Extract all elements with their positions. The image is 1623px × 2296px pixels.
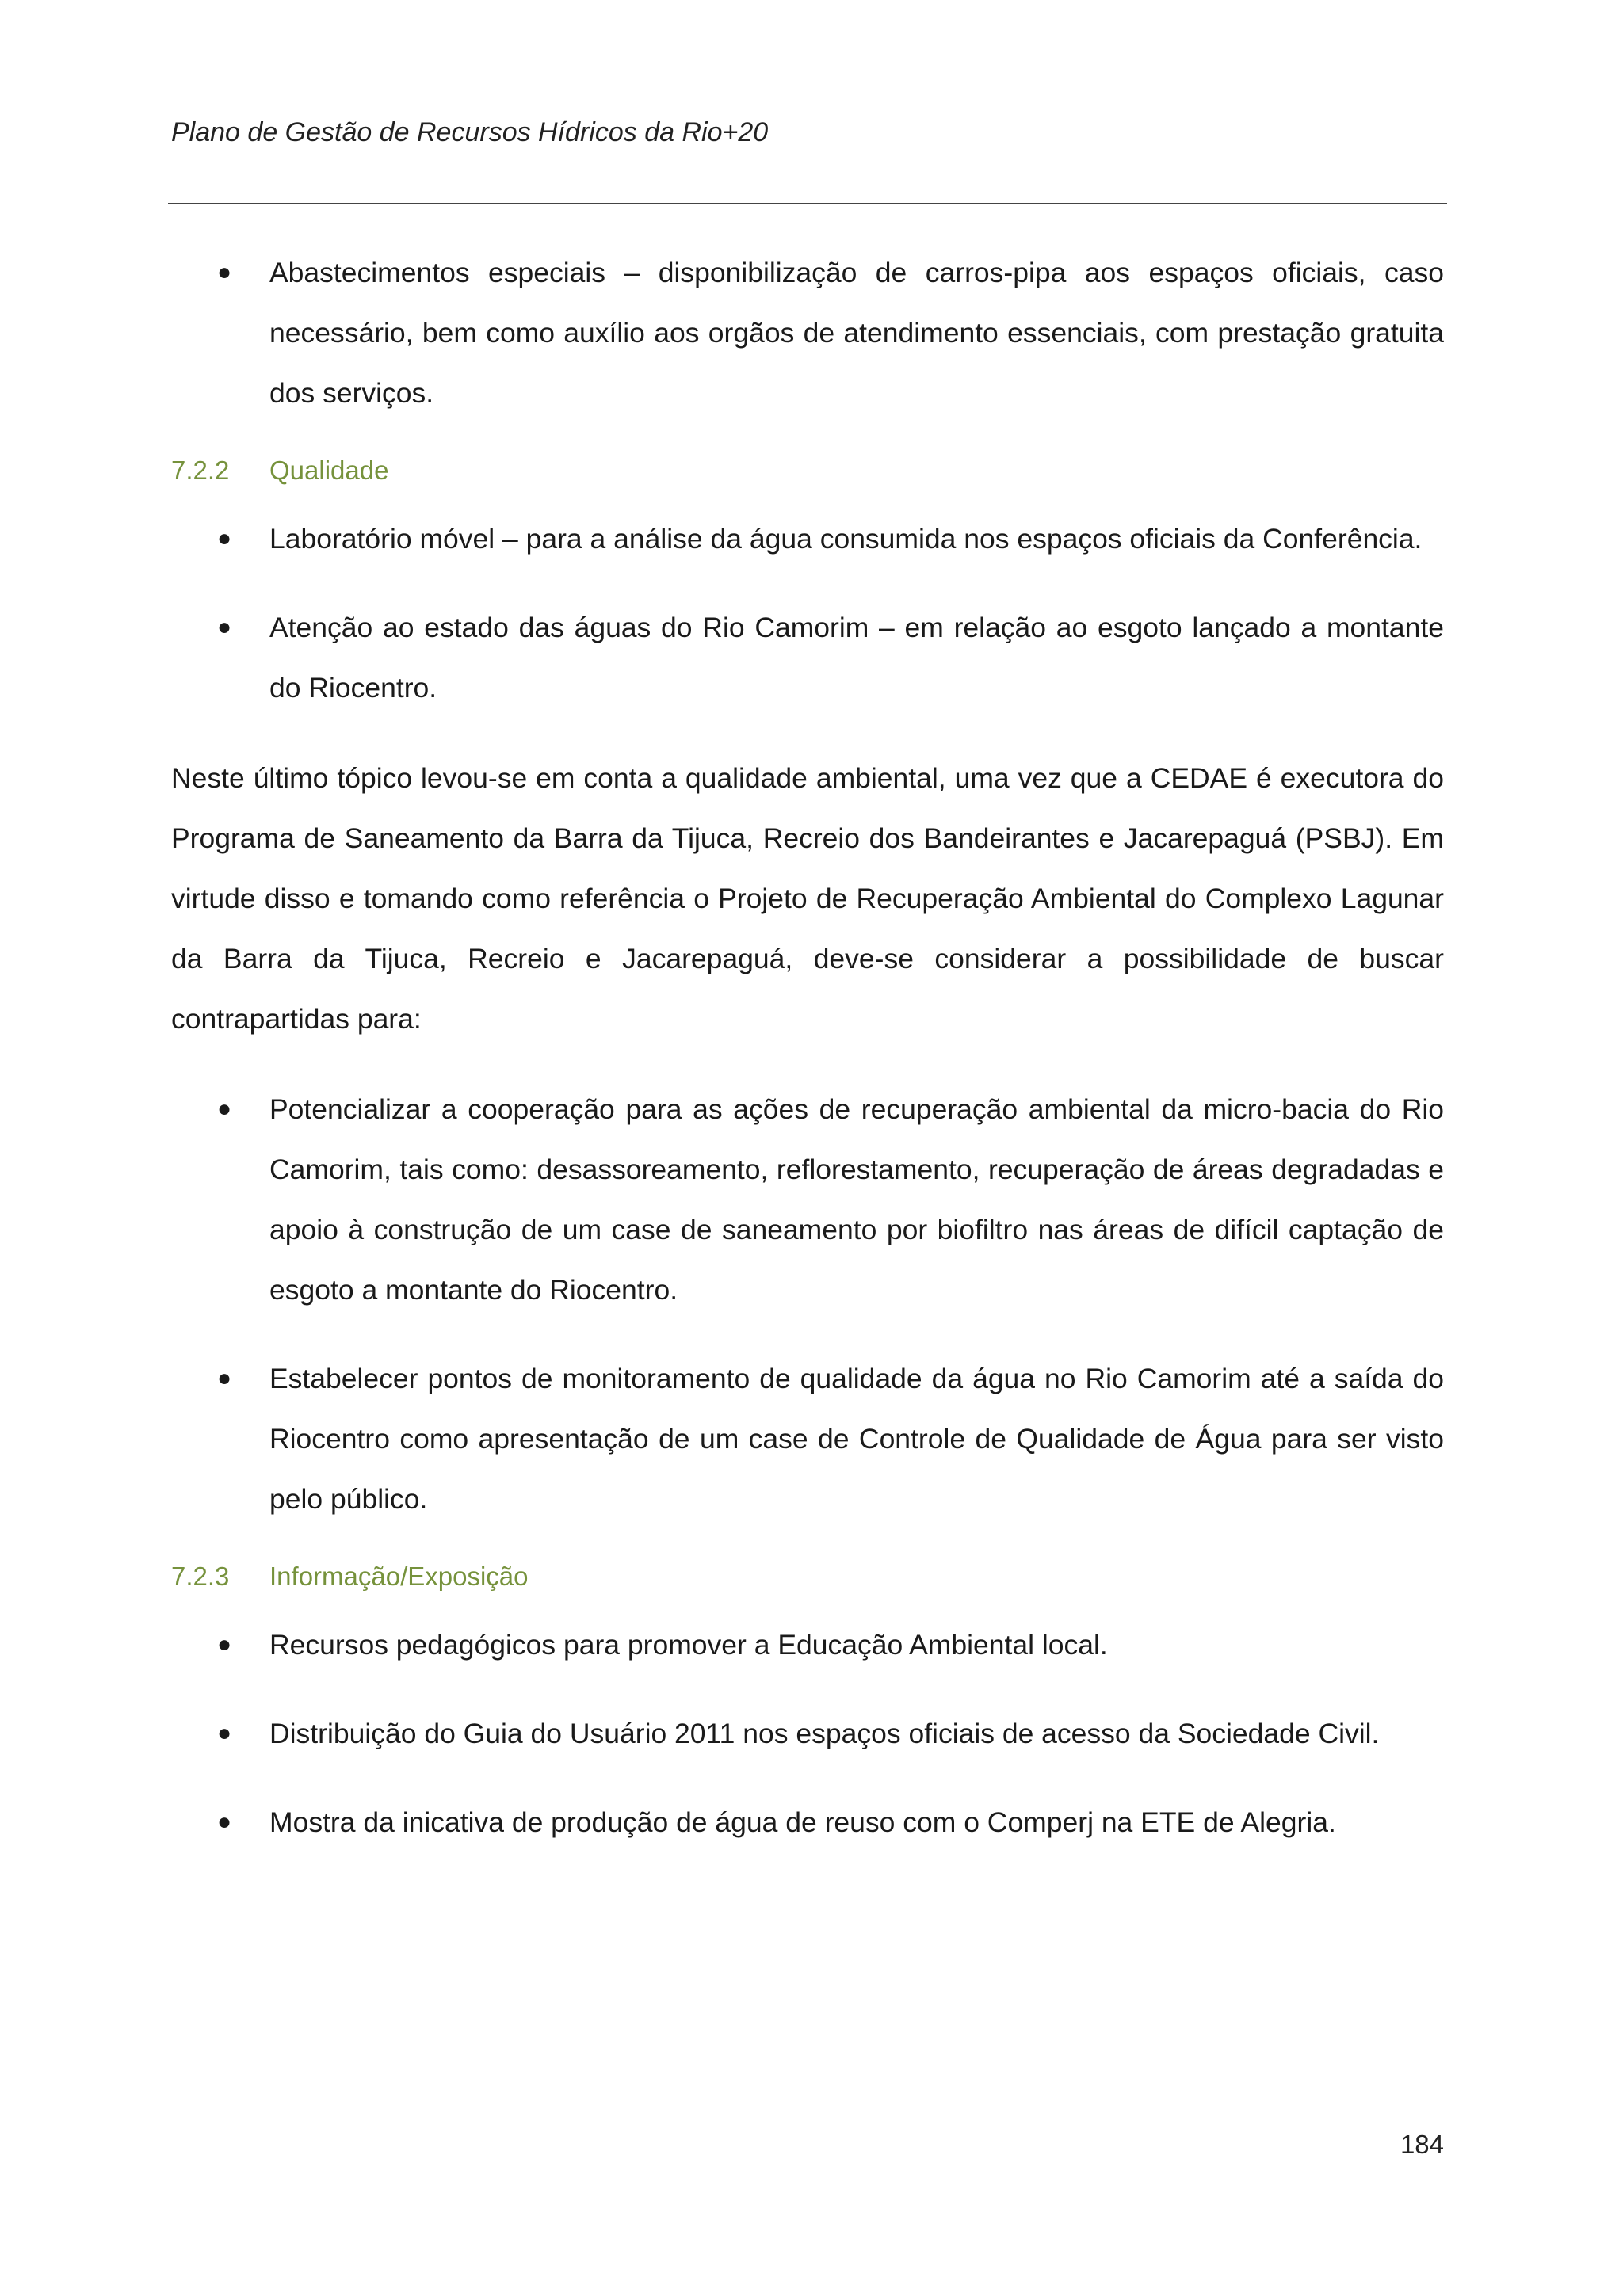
bullet-icon: ● (217, 614, 232, 640)
bullet-icon: ● (217, 1631, 232, 1657)
list-item (171, 1079, 1444, 1320)
list-item (171, 509, 1444, 569)
bullet-icon: ● (217, 1809, 232, 1835)
body-paragraph: Neste último tópico levou-se em conta a qualidade ambiental, uma vez que a CEDAE é executora do Programa de Saneamento da Barra da Tijuca, Recreio dos Bandeirantes e Jacarepaguá (PSBJ). Em virtude disso e tomando como referência o Projeto de Recuperação Ambiental do Complexo Lagunar da Barra da Tijuca, Recreio e Jacarepaguá, deve-se considerar a possibilidade de buscar contrapartidas para: (171, 762, 1444, 1035)
list-item-text: Potencializar a cooperação para as ações de recuperação ambiental da micro-bacia do Rio Camorim, tais como: desassoreamento, reflorestamento, recuperação de áreas degradadas e apoio à construção de um case de saneamento por biofiltro nas áreas de difícil captação de esgoto a montante do Riocentro. (269, 1093, 1444, 1306)
section-title: Qualidade (269, 456, 389, 485)
bullet-icon: ● (217, 1365, 232, 1391)
bullet-icon: ● (217, 259, 232, 285)
page-body (171, 242, 1444, 1852)
list-item-text: Abastecimentos especiais – disponibilização de carros-pipa aos espaços oficiais, caso necessário, bem como auxílio aos orgãos de atendimento essenciais, com prestação gratuita dos serviços. (269, 257, 1444, 409)
counterpart-bullet-list (171, 1079, 1444, 1529)
list-item-text: Estabelecer pontos de monitoramento de qualidade da água no Rio Camorim até a saída do Riocentro como apresentação de um case de Controle de Qualidade de Água para ser visto pelo público. (269, 1363, 1444, 1515)
bullet-icon: ● (217, 1720, 232, 1746)
quality-bullet-list (171, 509, 1444, 718)
page-number: 184 (1400, 2130, 1444, 2159)
list-item-text: Atenção ao estado das águas do Rio Camorim – em relação ao esgoto lançado a montante do Riocentro. (269, 612, 1444, 704)
list-item-text: Laboratório móvel – para a análise da água consumida nos espaços oficiais da Conferência. (269, 523, 1423, 555)
section-number: 7.2.2 (171, 456, 230, 485)
information-bullet-list (171, 1615, 1444, 1852)
list-item (171, 1703, 1444, 1764)
intro-bullet-list (171, 242, 1444, 423)
list-item (171, 1615, 1444, 1675)
header-divider (168, 203, 1447, 204)
list-item-text: Mostra da inicativa de produção de água de reuso com o Comperj na ETE de Alegria. (269, 1806, 1336, 1838)
running-header: Plano de Gestão de Recursos Hídricos da Rio+20 (171, 117, 769, 147)
list-item-text: Recursos pedagógicos para promover a Educação Ambiental local. (269, 1629, 1108, 1661)
list-item (171, 1792, 1444, 1852)
list-item (171, 597, 1444, 718)
section-heading-7-2-3 (171, 1556, 1444, 1597)
list-item (171, 1348, 1444, 1529)
bullet-icon: ● (217, 1096, 232, 1122)
section-title: Informação/Exposição (269, 1562, 529, 1591)
list-item (171, 242, 1444, 423)
section-number: 7.2.3 (171, 1562, 230, 1591)
section-heading-7-2-2 (171, 450, 1444, 491)
list-item-text: Distribuição do Guia do Usuário 2011 nos espaços oficiais de acesso da Sociedade Civil. (269, 1718, 1380, 1749)
bullet-icon: ● (217, 525, 232, 551)
